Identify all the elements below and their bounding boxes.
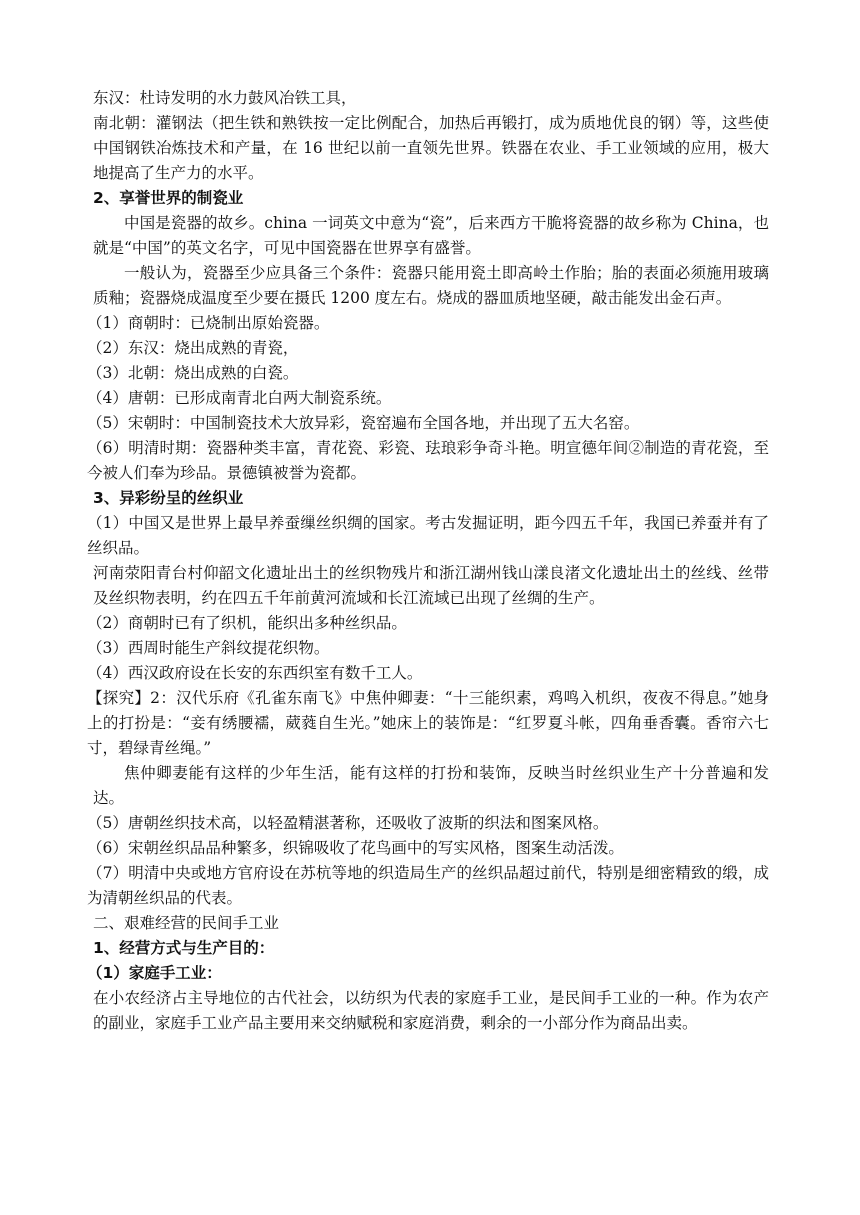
list-item: （5）宋朝时：中国制瓷技术大放异彩，瓷窑遍布全国各地，并出现了五大名窑。 <box>87 414 640 432</box>
paragraph-inquiry-conclusion: 焦仲卿妻能有这样的少年生活，能有这样的打扮和装饰，反映当时丝织业生产十分普遍和发达。 <box>93 764 769 807</box>
list-item: （2）商朝时已有了织机，能织出多种丝织品。 <box>87 614 407 632</box>
document-page <box>87 86 769 1036</box>
paragraph-porcelain-conditions: 一般认为，瓷器至少应具备三个条件：瓷器只能用瓷土即高岭土作胎；胎的表面必须施用玻璃质釉；瓷器烧成温度至少要在摄氏 1200 度左右。烧成的器皿质地坚硬，敲击能发出金石声。 <box>93 264 769 307</box>
list-item: （7）明清中央或地方官府设在苏杭等地的织造局生产的丝织品超过前代，特别是细密精致的缎，成为清朝丝织品的代表。 <box>87 864 769 907</box>
section-heading-operation: 1、经营方式与生产目的： <box>93 939 275 957</box>
list-item: （3）西周时能生产斜纹提花织物。 <box>87 639 330 657</box>
list-item: （1）中国又是世界上最早养蚕缫丝织绸的国家。考古发掘证明，距今四五千年，我国已养蚕并有了丝织品。 <box>87 514 769 557</box>
list-item: （1）商朝时：已烧制出原始瓷器。 <box>87 314 330 332</box>
subheading-household-handicraft: （1）家庭手工业： <box>87 964 222 982</box>
paragraph-archaeology-silk: 河南荥阳青台村仰韶文化遗址出土的丝织物残片和浙江湖州钱山漾良渚文化遗址出土的丝线、丝带及丝织物表明，约在四五千年前黄河流域和长江流域已出现了丝绸的生产。 <box>93 564 769 607</box>
paragraph-china-porcelain: 中国是瓷器的故乡。china 一词英文中意为“瓷”，后来西方干脆将瓷器的故乡称为 China，也就是“中国”的英文名字，可见中国瓷器在世界享有盛誉。 <box>93 214 769 257</box>
paragraph-eastern-han-tool: 东汉：杜诗发明的水力鼓风冶铁工具， <box>93 89 357 107</box>
paragraph-household-handicraft: 在小农经济占主导地位的古代社会，以纺织为代表的家庭手工业，是民间手工业的一种。作为农产的副业，家庭手工业产品主要用来交纳赋税和家庭消费，剩余的一小部分作为商品出卖。 <box>93 989 769 1032</box>
list-item: （6）宋朝丝织品品种繁多，织锦吸收了花鸟画中的写实风格，图案生动活泼。 <box>87 839 624 857</box>
paragraph-northern-southern-steel: 南北朝：灌钢法（把生铁和熟铁按一定比例配合，加热后再锻打，成为质地优良的钢）等，这些使中国钢铁冶炼技术和产量，在 16 世纪以前一直领先世界。铁器在农业、手工业领域的应用，极大地提高了生产力的水平。 <box>93 114 769 182</box>
section-title-private-handicraft: 二、艰难经营的民间手工业 <box>93 914 280 932</box>
list-item: （4）唐朝：已形成南青北白两大制瓷系统。 <box>87 389 392 407</box>
list-item: （2）东汉：烧出成熟的青瓷， <box>87 339 299 357</box>
paragraph-inquiry: 【探究】2：汉代乐府《孔雀东南飞》中焦仲卿妻：“十三能织素，鸡鸣入机织，夜夜不得息。”她身上的打扮是：“妾有绣腰襦，葳蕤自生光。”她床上的装饰是：“红罗夏斗帐，四角垂香囊。香帘六七寸，碧绿青丝绳。” <box>87 689 769 757</box>
list-item: （5）唐朝丝织技术高，以轻盈精湛著称，还吸收了波斯的织法和图案风格。 <box>87 814 609 832</box>
list-item: （4）西汉政府设在长安的东西织室有数千工人。 <box>87 664 423 682</box>
list-item: （3）北朝：烧出成熟的白瓷。 <box>87 364 299 382</box>
section-heading-porcelain: 2、享誉世界的制瓷业 <box>93 189 244 207</box>
section-heading-silk: 3、异彩纷呈的丝织业 <box>93 489 244 507</box>
list-item: （6）明清时期：瓷器种类丰富，青花瓷、彩瓷、珐琅彩争奇斗艳。明宣德年间②制造的青花瓷，至今被人们奉为珍品。景德镇被誉为瓷都。 <box>87 439 769 482</box>
